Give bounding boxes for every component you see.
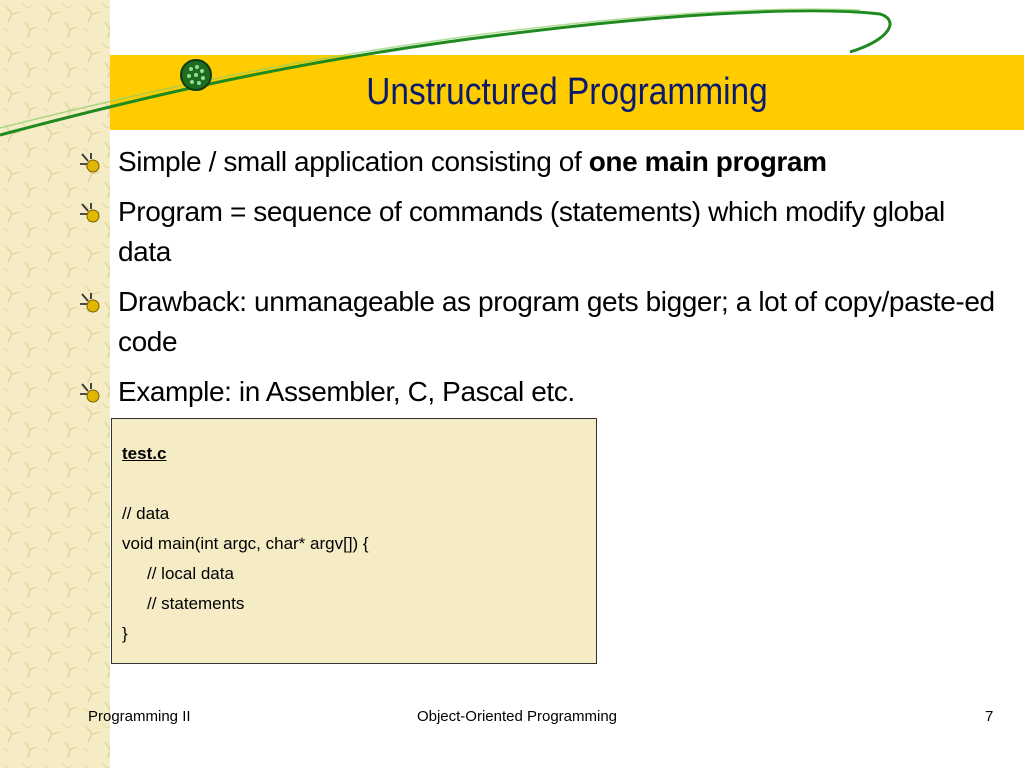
code-line: } [122,624,128,643]
bullet-bold-1: one main program [588,146,827,177]
code-filename: test.c [122,444,167,463]
footer-topic: Object-Oriented Programming [416,708,618,725]
bullet-text-1: Simple / small application consisting of [118,146,589,177]
starburst-bullet-icon [78,152,104,174]
bullet-text-3: Drawback: unmanageable as program gets bigger; a lot of copy/paste-ed code [118,286,995,357]
bullet-text-4: Example: in Assembler, C, Pascal etc. [118,376,575,407]
bullet-item-4 [78,372,998,412]
bullet-item-3 [78,282,998,362]
code-line: // local data [147,564,234,583]
bullet-item-1 [78,142,998,182]
starburst-bullet-icon [78,382,104,404]
starburst-bullet-icon [78,292,104,314]
page-number: 7 [985,708,994,725]
bullet-text-2: Program = sequence of commands (statements) which modify global data [118,196,945,267]
code-line: void main(int argc, char* argv[]) { [122,534,369,553]
bullet-item-2 [78,192,998,272]
code-line: // data [122,504,170,523]
code-box [111,418,597,664]
slide-title: Unstructured Programming [366,71,768,113]
code-line [122,469,586,499]
starburst-bullet-icon [78,202,104,224]
code-line: // statements [147,594,245,613]
bullet-list [78,142,998,422]
footer-course: Programming II [88,708,191,725]
